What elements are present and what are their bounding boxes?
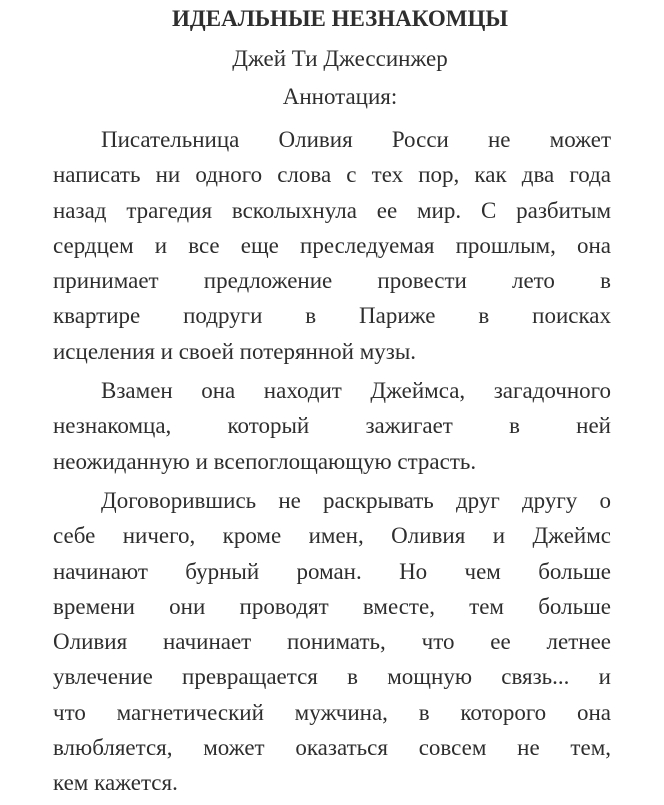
text-line: Взамен она находит Джеймса, загадочного	[101, 378, 611, 404]
text-line: себе ничего, кроме имен, Оливия и Джеймс	[53, 523, 611, 549]
book-title: ИДЕАЛЬНЫЕ НЕЗНАКОМЦЫ	[172, 6, 508, 31]
text-line: кем кажется.	[53, 770, 178, 796]
text-line: неожиданную и всепоглощающую страсть.	[53, 448, 477, 474]
text-line: увлечение превращается в мощную связь... и	[53, 664, 611, 690]
text-line: принимает предложение провести лето в	[53, 268, 611, 294]
text-line: сердцем и все еще преследуемая прошлым, она	[53, 232, 611, 258]
annotation-body	[53, 122, 611, 805]
text-line: назад трагедия всколыхнула ее мир. С разбитым	[53, 197, 611, 223]
annotation-paragraph	[53, 122, 611, 369]
annotation-paragraph	[53, 373, 611, 479]
text-line: Договорившись не раскрывать друг другу о	[101, 487, 611, 513]
text-line: Оливия начинает понимать, что ее летнее	[53, 629, 611, 655]
text-line: что магнетический мужчина, в которого она	[53, 699, 611, 725]
annotation-paragraph	[53, 483, 611, 801]
text-line: начинают бурный роман. Но чем больше	[53, 558, 611, 584]
text-line: исцеления и своей потерянной музы.	[53, 338, 417, 364]
text-line: Писательница Оливия Росси не может	[101, 127, 611, 152]
text-line: влюбляется, может оказаться совсем не тем,	[53, 735, 611, 761]
text-line: квартире подруги в Париже в поисках	[53, 303, 611, 329]
text-line: времени они проводят вместе, тем больше	[53, 593, 611, 619]
text-line: незнакомца, который зажигает в ней	[53, 413, 611, 439]
annotation-heading: Аннотация:	[282, 84, 398, 109]
book-author: Джей Ти Джессинжер	[232, 46, 448, 71]
text-line: написать ни одного слова с тех пор, как два года	[53, 162, 611, 188]
